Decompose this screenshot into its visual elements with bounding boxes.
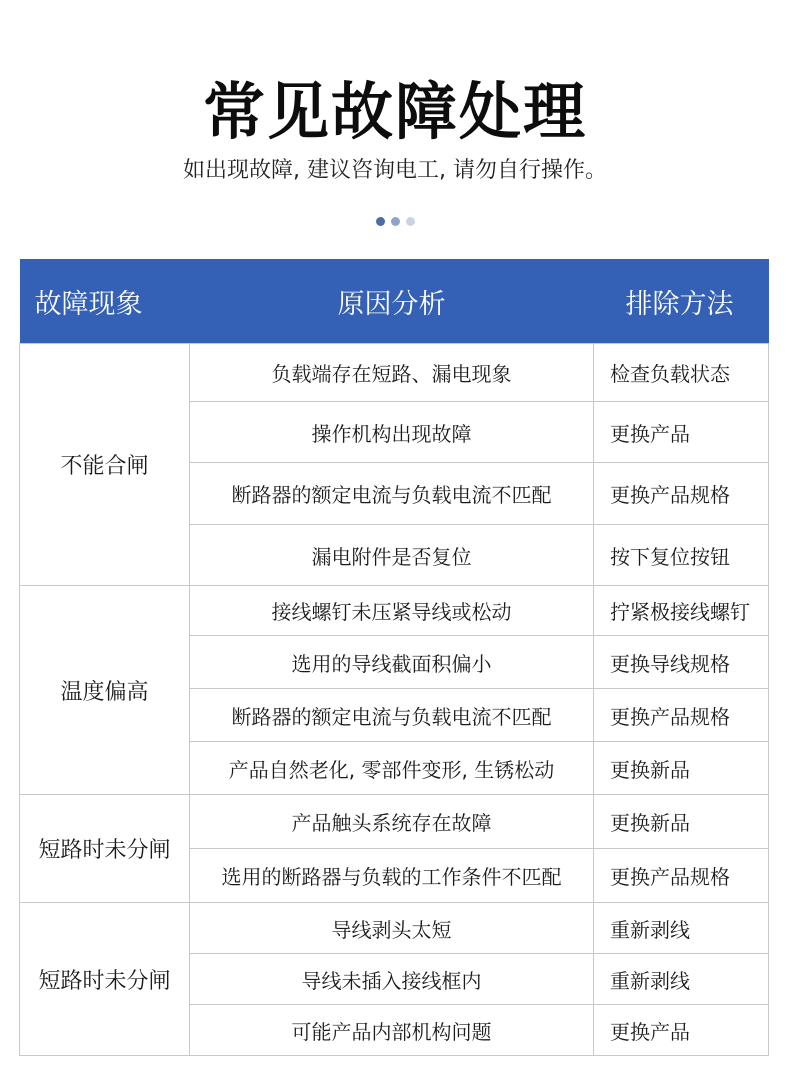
dot-3 [406,217,415,226]
fix-cell: 更换新品 [594,795,769,849]
dot-1 [376,217,385,226]
fix-cell: 更换产品 [594,402,769,463]
cause-cell: 断路器的额定电流与负载电流不匹配 [190,463,594,525]
cause-cell: 导线未插入接线框内 [190,954,594,1005]
column-header-symptom: 故障现象 [20,259,190,344]
column-header-fix: 排除方法 [594,259,769,344]
cause-cell: 接线螺钉未压紧导线或松动 [190,586,594,636]
cause-cell: 负载端存在短路、漏电现象 [190,344,594,402]
fix-cell: 拧紧极接线螺钉 [594,586,769,636]
symptom-cell: 不能合闸 [20,344,190,586]
cause-cell: 漏电附件是否复位 [190,525,594,586]
fix-cell: 按下复位按钮 [594,525,769,586]
cause-cell: 断路器的额定电流与负载电流不匹配 [190,689,594,742]
table-row [20,795,769,849]
cause-cell: 选用的断路器与负载的工作条件不匹配 [190,849,594,903]
table-row [20,903,769,954]
cause-cell: 可能产品内部机构问题 [190,1005,594,1056]
fix-cell: 重新剥线 [594,903,769,954]
symptom-cell: 短路时未分闸 [20,795,190,903]
cause-cell: 产品自然老化, 零部件变形, 生锈松动 [190,742,594,795]
cause-cell: 操作机构出现故障 [190,402,594,463]
fix-cell: 更换产品规格 [594,689,769,742]
fix-cell: 更换导线规格 [594,636,769,689]
cause-cell: 导线剥头太短 [190,903,594,954]
table-row [20,586,769,636]
symptom-cell: 温度偏高 [20,586,190,795]
fix-cell: 更换产品 [594,1005,769,1056]
fix-cell: 更换新品 [594,742,769,795]
fix-cell: 更换产品规格 [594,849,769,903]
fix-cell: 重新剥线 [594,954,769,1005]
fault-table [19,259,769,1056]
table-row [20,344,769,402]
carousel-dots [0,217,790,226]
page-subtitle: 如出现故障, 建议咨询电工, 请勿自行操作。 [183,158,607,183]
table-header-row [20,259,769,344]
dot-2 [391,217,400,226]
fix-cell: 检查负载状态 [594,344,769,402]
page-title: 常见故障处理 [202,75,587,148]
cause-cell: 选用的导线截面积偏小 [190,636,594,689]
cause-cell: 产品触头系统存在故障 [190,795,594,849]
column-header-cause: 原因分析 [190,259,594,344]
fix-cell: 更换产品规格 [594,463,769,525]
symptom-cell: 短路时未分闸 [20,903,190,1056]
